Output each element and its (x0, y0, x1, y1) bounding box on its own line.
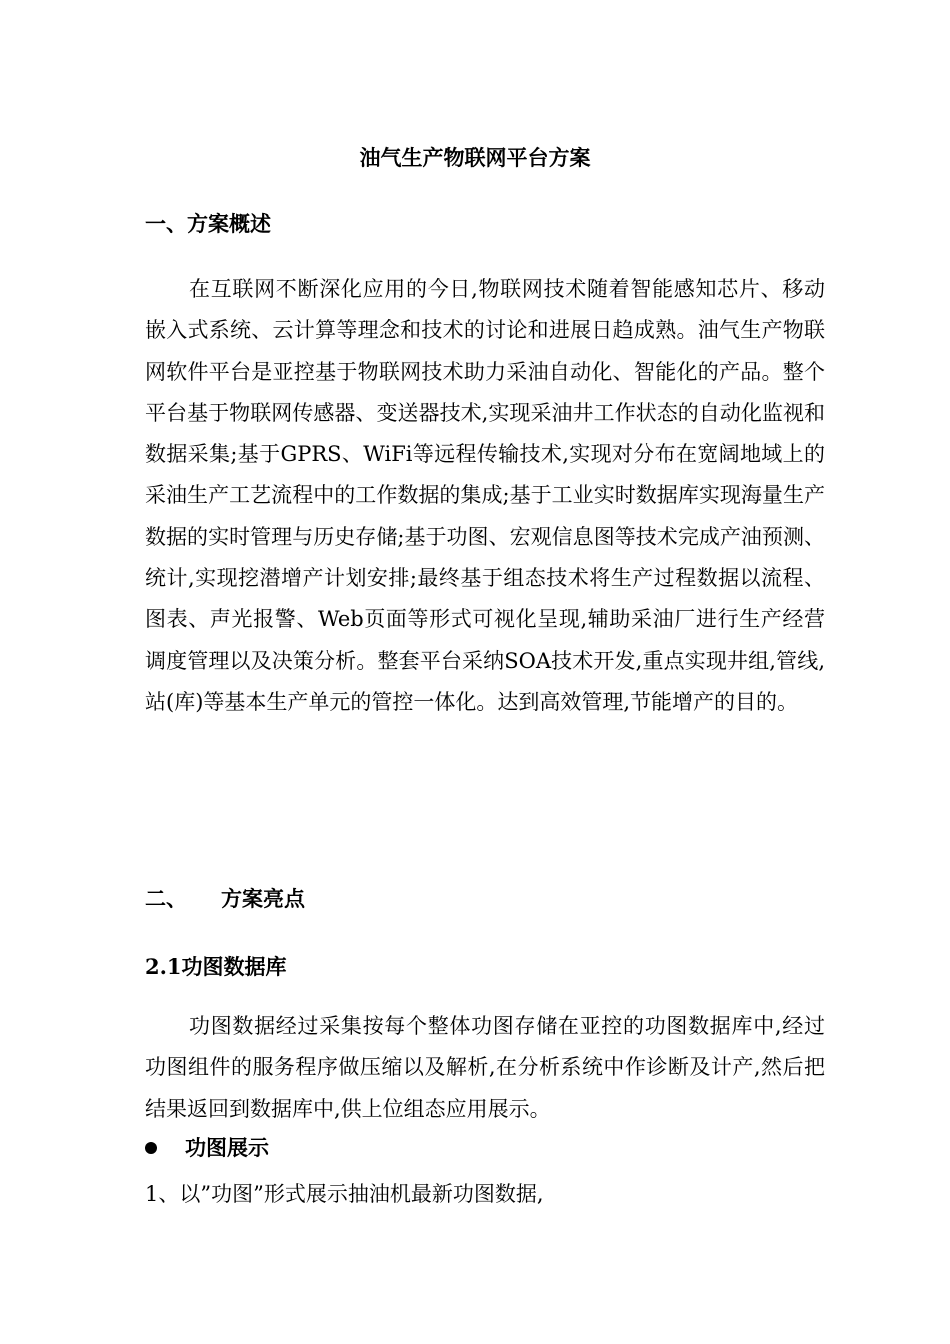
subsection-2-1-paragraph: 功图数据经过采集按每个整体功图存储在亚控的功图数据库中,经过功图组件的服务程序做压缩以及解析,在分析系统中作诊断及计产,然后把结果返回到数据库中,供上位组态应用展示。 (145, 1014, 825, 1121)
section-2-number: 二、 (145, 886, 187, 911)
subsection-2-1-heading: 2.1功图数据库 (145, 954, 287, 979)
section-1-heading: 一、方案概述 (145, 211, 271, 236)
section-1-paragraph: 在互联网不断深化应用的今日,物联网技术随着智能感知芯片、移动嵌入式系统、云计算等理念和技术的讨论和进展日趋成熟。油气生产物联网软件平台是亚控基于物联网技术助力采油自动化、智能化的产品。整个平台基于物联网传感器、变送器技术,实现采油井工作状态的自动化监视和数据采集;基于GPRS、WiFi等远程传输技术,实现对分布在宽阔地域上的采油生产工艺流程中的工作数据的集成;基于工业实时数据库实现海量生产数据的实时管理与历史存储;基于功图、宏观信息图等技术完成产油预测、统计,实现挖潜增产计划安排;最终基于组态技术将生产过程数据以流程、图表、声光报警、Web页面等形式可视化呈现,辅助采油厂进行生产经营调度管理以及决策分析。整套平台采纳SOA技术开发,重点实现井组,管线,站(库)等基本生产单元的管控一体化。达到高效管理,节能增产的目的。 (145, 277, 825, 714)
bullet-label: 功图展示 (185, 1135, 269, 1160)
bullet-item (145, 1132, 269, 1164)
section-2-heading (145, 883, 305, 915)
filled-circle-bullet-icon (145, 1142, 157, 1154)
list-item-1: 1、以”功图”形式展示抽油机最新功图数据, (145, 1182, 544, 1206)
document-title: 油气生产物联网平台方案 (359, 145, 591, 170)
section-2-title: 方案亮点 (221, 886, 305, 911)
